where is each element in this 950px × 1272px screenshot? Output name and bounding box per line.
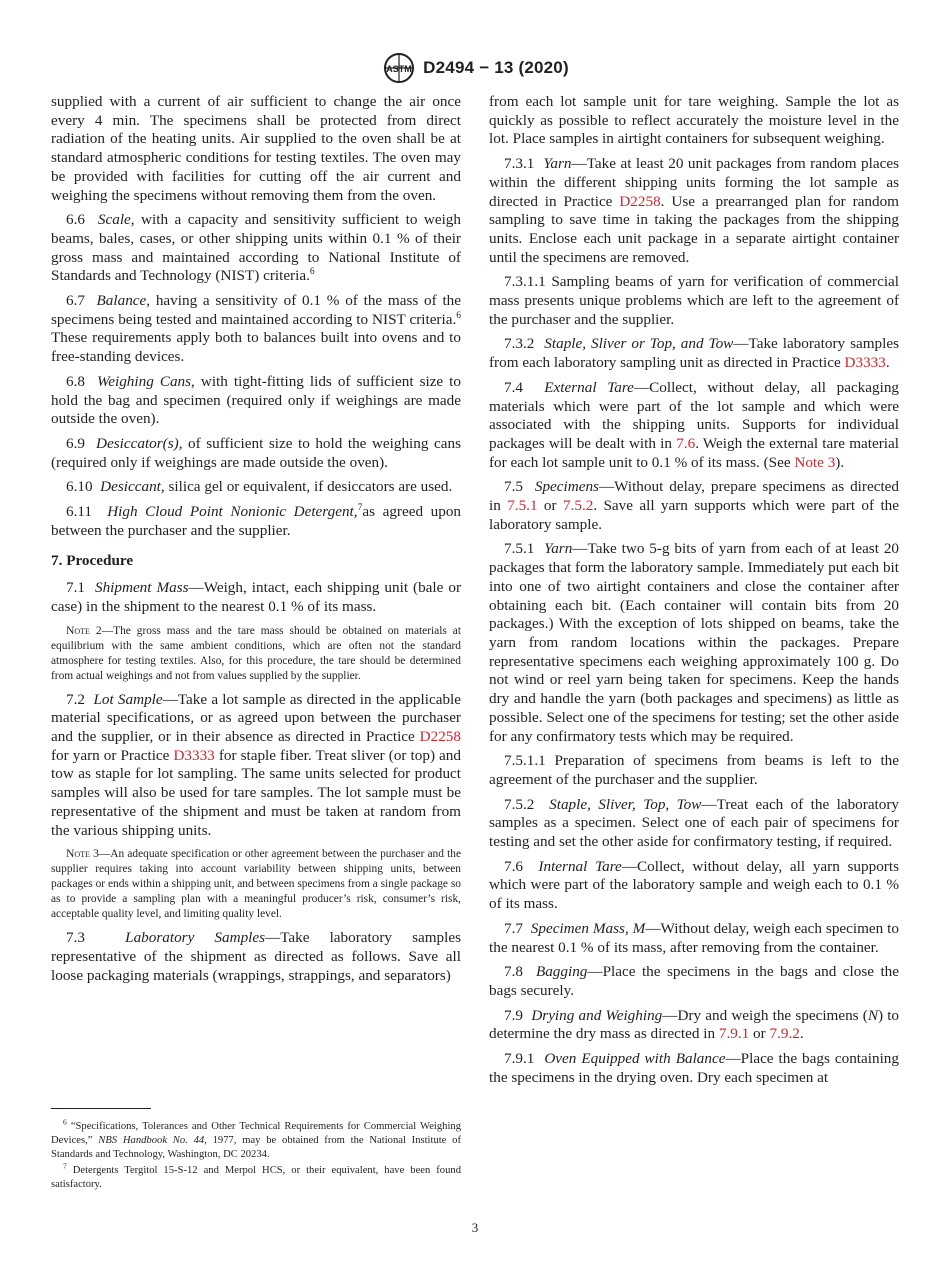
paragraph-7-5: 7.5 Specimens—Without delay, prepare specimens as directed in 7.5.1 or 7.5.2. Save all yarn supports which were part of the laboratory sample. — [489, 478, 899, 533]
paragraph-7-5-2: 7.5.2 Staple, Sliver, Top, Tow—Treat each of the laboratory samples as a specimen. Select one of each pair of specimens for testing and set the other aside for confirmatory testing, if required. — [489, 795, 900, 851]
paragraph-7-2: 7.2 Lot Sample—Take a lot sample as directed in the applicable material specifications, or as agreed upon between the purchaser and the supplier, or in their absence as directed in Practice D2258 for yarn or Practice D3333 for staple fiber. Treat sliver (or top) and tow as staple for lot sampling. The same units selected for product samples will also be used for tare samples. The lot sample must be representative of the shipment and must be taken at random from the various shipping units. — [51, 690, 462, 839]
paragraph-7-3-continued: from each lot sample unit for tare weighing. Sample the lot as quickly as possible to reflect accurately the moisture level in the lot. Place samples in airtight containers for subsequent weighing. — [489, 93, 899, 148]
footnote-6: $^6$ “Specifications, Tolerances and Other Technical Requirements for Commercial Weighing Devices,” NBS Handbook No. 44, 1977, may be obtained from the National Institute of Standards and Technology, Washington, DC 20234. — [51, 1117, 461, 1161]
paragraph-7-4: 7.4 External Tare—Collect, without delay, all packaging materials which were part of the lot sample and which were associated with the shipping units. Supports for individual packages will be dealt with in 7.6. Weigh the external tare material for each lot sample unit to 0.1 % of its mass. (See Note 3). — [489, 378, 900, 471]
svg-text:ASTM: ASTM — [386, 64, 412, 74]
paragraph-7-3-1-1: 7.3.1.1 Sampling beams of yarn for verification of commercial mass presents unique problems which are left to the agreement of the purchaser and the supplier. — [489, 273, 899, 328]
paragraph-7-9-1: 7.9.1 Oven Equipped with Balance—Place the bags containing the specimens in the drying oven. Dry each specimen at — [489, 1050, 899, 1086]
link-7-5-2[interactable]: 7.5.2 — [562, 497, 594, 515]
link-d2258[interactable]: D2258 — [619, 192, 661, 210]
page-number: 3 — [471, 1220, 479, 1235]
paragraph-6-8: 6.8 Weighing Cans, with tight-fitting lids of sufficient size to hold the bag and specimen (required only if weighings are made outside the oven). — [51, 372, 461, 428]
paragraph-7-5-1: 7.5.1 Yarn—Take two 5-g bits of yarn from each of at least 20 packages that form the laboratory sample. Immediately put each bit into one of two airtight containers and close the container after obtaining each bit. (Each container will contain bits from 20 packages.) With the exception of lots shipped on beams, take the yarn from random locations within the packages. Prepare representative specimens each weighing approximately 100 g. Do not wind or reel yarn being taken for specimens. Keep the hands dry and handle the yarn (both packages and specimens) as little as possible. Select one of the specimens for testing; set the other aside for any confirmatory tests which may be required. — [489, 540, 900, 745]
paragraph-6-10: 6.10 Desiccant, silica gel or equivalent, if desiccators are used. — [66, 478, 453, 496]
link-7-9-2[interactable]: 7.9.2 — [769, 1025, 800, 1043]
page-header — [0, 52, 950, 89]
link-7-9-1[interactable]: 7.9.1 — [718, 1025, 750, 1043]
paragraph-6-11: 6.11 High Cloud Point Nonionic Detergent,$^7$as agreed upon between the purchaser and the supplier. — [51, 503, 462, 539]
link-7-5-1[interactable]: 7.5.1 — [507, 497, 538, 515]
standard-designation: D2494 − 13 (2020) — [423, 58, 569, 77]
note-3: Note 3—An adequate specification or other agreement between the purchaser and the supplier requires taking into account variability between shipping units, between packages or ends within a shipping unit, and between specimens from a single package so as to provide a sampling plan with a meaningful producer’s risk, consumer’s risk, acceptable quality level, and limiting quality level. — [51, 847, 461, 921]
paragraph-6-9: 6.9 Desiccator(s), of sufficient size to hold the weighing cans (required only if weighings are made outside the oven). — [51, 434, 461, 471]
paragraph-7-7: 7.7 Specimen Mass, M—Without delay, weigh each specimen to the nearest 0.1 % of its mass, after removing from the container. — [489, 919, 899, 956]
link-d3333[interactable]: D3333 — [844, 354, 886, 372]
right-column — [489, 93, 899, 1093]
link-d2258[interactable]: D2258 — [419, 727, 461, 745]
link-7-6[interactable]: 7.6 — [676, 434, 696, 452]
note-2: Note 2—The gross mass and the tare mass should be obtained on materials at equilibrium with the same ambient conditions, which are often not the standard atmosphere for testing textiles. Also, for this procedure, the tare should be determined from actual weighings and not from values supplied by the supplier. — [51, 623, 461, 682]
footnote-divider — [51, 1108, 151, 1109]
paragraph-6-5-continued: supplied with a current of air sufficient to change the air once every 4 min. The specimens shall be protected from direct radiation of the heating units. Air supplied to the oven shall be at standard atmospheric conditions for testing textiles. The oven may be provided with facilities for cutting off the air current and weighing the specimens without removing them from the oven. — [51, 93, 461, 204]
footnotes — [51, 1117, 461, 1193]
left-column — [51, 93, 461, 991]
link-note-3[interactable]: Note 3 — [794, 453, 836, 471]
paragraph-7-5-1-1: 7.5.1.1 Preparation of specimens from beams is left to the agreement of the purchaser and the supplier. — [489, 752, 899, 788]
link-d3333[interactable]: D3333 — [173, 746, 215, 764]
section-heading-procedure: 7. Procedure — [51, 552, 134, 570]
astm-logo-icon — [381, 52, 417, 84]
paragraph-7-3: 7.3 Laboratory Samples—Take laboratory samples representative of the shipment as directed as follows. Save all loose packaging materials (wrappings, strappings, and separators) — [51, 929, 461, 984]
footnote-7: $^7$ Detergents Tergitol 15-S-12 and Merpol HCS, or their equivalent, have been found satisfactory. — [51, 1161, 461, 1190]
paragraph-6-6: 6.6 Scale, with a capacity and sensitivity sufficient to weigh beams, bales, cases, or other shipping units within 0.1 % of their gross mass and maintained according to National Institute of Standards and Technology (NIST) criteria.$^6$ — [51, 211, 461, 285]
paragraph-7-9: 7.9 Drying and Weighing—Dry and weigh the specimens (N) to determine the dry mass as directed in 7.9.1 or 7.9.2. — [489, 1006, 900, 1043]
paragraph-7-1: 7.1 Shipment Mass—Weigh, intact, each shipping unit (bale or case) in the shipment to the nearest 0.1 % of its mass. — [51, 579, 462, 615]
paragraph-7-3-1: 7.3.1 Yarn—Take at least 20 unit packages from random places within the different shipping units forming the lot sample as directed in Practice D2258. Use a prearranged plan for random sampling to save time in taking the packages from the shipping units. Enclose each unit package in a separate airtight container until the specimens are removed. — [489, 155, 900, 266]
paragraph-6-7: 6.7 Balance, having a sensitivity of 0.1 % of the mass of the specimens being tested and maintained according to NIST criteria.$^6$ These requirements apply both to balances built into ovens and to free-standing devices. — [51, 292, 462, 366]
paragraph-7-8: 7.8 Bagging—Place the specimens in the bags and close the bags securely. — [489, 963, 899, 999]
paragraph-7-6: 7.6 Internal Tare—Collect, without delay, all yarn supports which were part of the laboratory sample and weigh each to 0.1 % of its mass. — [489, 857, 899, 913]
paragraph-7-3-2: 7.3.2 Staple, Sliver or Top, and Tow—Take laboratory samples from each laboratory sampling unit as directed in Practice D3333. — [489, 335, 900, 372]
